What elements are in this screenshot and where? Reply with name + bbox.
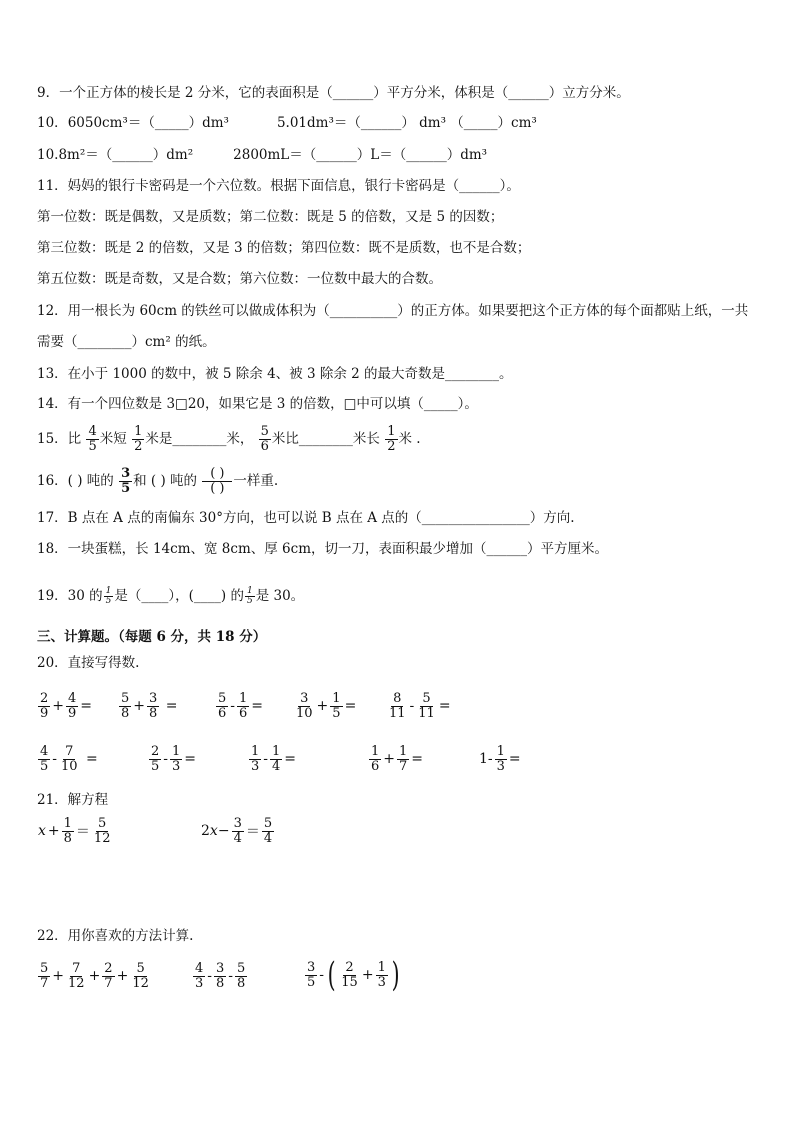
q19-text-c: 是 30。 — [255, 588, 305, 604]
q15-text-a: 15．比 — [37, 431, 82, 447]
q20-expr-9: $\frac{1}{6}$ + $\frac{1}{7}$ = — [371, 744, 424, 774]
q15-fraction-3: $\frac{5}{6}$ — [260, 424, 269, 454]
q19-text-b: 是（____），(____) 的 — [114, 588, 244, 604]
q10-part-c: 10.8m²＝（______）dm² — [37, 147, 194, 163]
q15-fraction-1: $\frac{4}{5}$ — [88, 424, 97, 454]
section-3-heading: 三、计算题。（每题 6 分，共 18 分） — [37, 629, 267, 645]
question-19 — [37, 582, 304, 610]
q20-expr-5: $\frac{8}{11}$ - $\frac{5}{11}$ = — [389, 691, 451, 721]
q20-expr-7: $\frac{2}{5}$ - $\frac{1}{3}$ = — [151, 744, 197, 774]
question-12-line-1: 12．用一根长为 60cm 的铁丝可以做成体积为（__________）的正方体。如果要把这个正方体的每个面都贴上纸，一共 — [37, 303, 749, 319]
question-10-row-1 — [37, 114, 537, 132]
question-18: 18．一块蛋糕，长 14cm、宽 8cm、厚 6cm，切一刀，表面积最少增加（______）平方厘米。 — [37, 541, 608, 557]
question-16 — [37, 466, 278, 496]
q10-part-b: 5.01dm³＝（______） dm³ （_____）cm³ — [276, 115, 537, 131]
q20-expr-8: $\frac{1}{3}$ - $\frac{1}{4}$ = — [251, 744, 297, 774]
q22-expr-3: $\frac{3}{5}$ - ( $\frac{2}{15}$ + $\frac{1}{3}$ ) — [307, 955, 400, 995]
question-15 — [37, 424, 421, 454]
q16-blank-fraction: $\frac{( )}{( )}$ — [202, 467, 232, 495]
q15-text-b: 米短 — [99, 431, 127, 447]
question-11: 11．妈妈的银行卡密码是一个六位数。根据下面信息，银行卡密码是（______）。 — [37, 178, 520, 194]
question-14: 14．有一个四位数是 3□20，如果它是 3 的倍数，□中可以填（_____）。 — [37, 396, 478, 412]
q15-text-d: 米比________米长 — [271, 431, 380, 447]
q15-fraction-2: $\frac{1}{2}$ — [134, 424, 143, 454]
q15-text-c: 米是________米， — [145, 431, 254, 447]
q22-expr-1: $\frac{5}{7}$ + $\frac{7}{12}$ + $\frac{2}{7}$ + $\frac{5}{12}$ — [40, 961, 149, 991]
q16-text-c: 一样重. — [233, 473, 279, 489]
q16-text-a: 16．( ) 吨的 — [37, 473, 114, 489]
q10-part-a: 6050cm³＝（_____）dm³ — [67, 115, 229, 131]
q20-expr-4: $\frac{3}{10}$ + $\frac{1}{5}$ = — [296, 691, 357, 721]
q11-clue-1: 第一位数：既是偶数，又是质数；第二位数：既是 5 的倍数，又是 5 的因数； — [37, 209, 504, 225]
q16-fraction-1: $\frac{3}{5}$ — [121, 466, 131, 496]
q10-part-d: 2800mL＝（______）L＝（______）dm³ — [233, 147, 488, 163]
q20-expr-6: $\frac{4}{5}$ - $\frac{7}{10}$ = — [40, 744, 98, 774]
q20-expr-3: $\frac{5}{6}$ - $\frac{1}{6}$ = — [218, 691, 264, 721]
q19-text-a: 19．30 的 — [37, 588, 103, 604]
q19-fraction-2: $\frac{1}{5}$ — [246, 585, 253, 606]
q15-text-e: 米 . — [398, 431, 421, 447]
q20-expr-1: $\frac{2}{9}$ + $\frac{4}{9}$ = — [40, 691, 93, 721]
question-17: 17．B 点在 A 点的南偏东 30°方向，也可以说 B 点在 A 点的（________________）方向. — [37, 510, 575, 526]
question-21: 21．解方程 — [37, 792, 109, 808]
question-20: 20．直接写得数. — [37, 655, 140, 671]
q21-equation-1: x + $\frac{1}{8}$ ＝ $\frac{5}{12}$ — [38, 816, 111, 846]
question-10-row-2 — [37, 146, 487, 164]
question-9: 9．一个正方体的棱长是 2 分米，它的表面积是（______）平方分米，体积是（______）立方分米。 — [37, 85, 630, 101]
question-22: 22．用你喜欢的方法计算. — [37, 928, 194, 944]
question-13: 13．在小于 1000 的数中，被 5 除余 4、被 3 除余 2 的最大奇数是________。 — [37, 366, 513, 382]
q10-label: 10． — [37, 115, 68, 131]
q20-expr-2: $\frac{5}{8}$ + $\frac{3}{8}$ = — [121, 691, 178, 721]
question-12-line-2: 需要（________）cm² 的纸。 — [37, 334, 216, 350]
q20-expr-10: 1- $\frac{1}{3}$ = — [479, 744, 521, 774]
q11-clue-3: 第五位数：既是奇数，又是合数；第六位数：一位数中最大的合数。 — [37, 271, 442, 287]
q22-expr-2: $\frac{4}{3}$ - $\frac{3}{8}$ - $\frac{5}{8}$ — [195, 961, 246, 991]
q21-equation-2: 2x− $\frac{3}{4}$ ＝ $\frac{5}{4}$ — [201, 816, 273, 846]
q15-fraction-4: $\frac{1}{2}$ — [387, 424, 396, 454]
q11-clue-2: 第三位数：既是 2 的倍数，又是 3 的倍数；第四位数：既不是质数，也不是合数； — [37, 240, 531, 256]
q19-fraction-1: $\frac{1}{5}$ — [105, 585, 112, 606]
q16-text-b: 和 ( ) 吨的 — [133, 473, 198, 489]
